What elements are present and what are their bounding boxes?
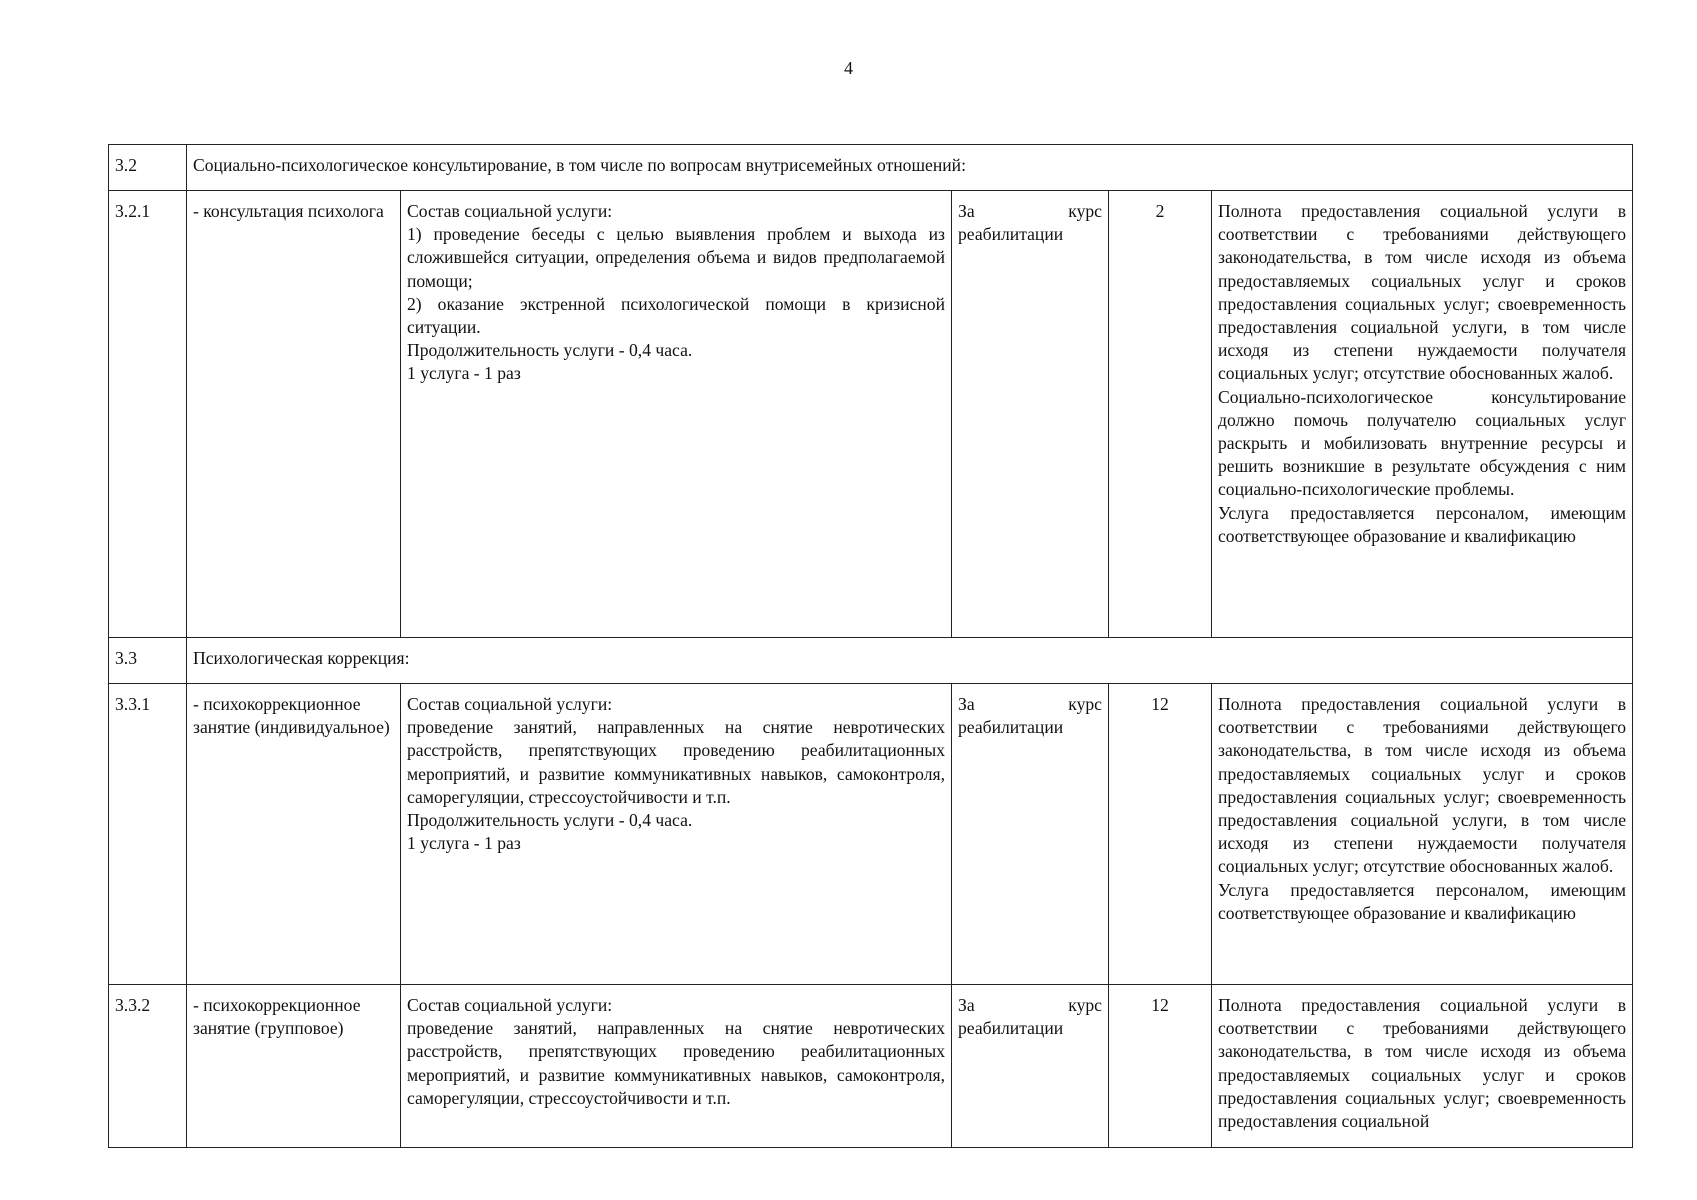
table-row-3-3-2 (109, 985, 1633, 1148)
service-criteria (1212, 191, 1633, 638)
service-count: 2 (1109, 191, 1212, 638)
section-row-3-3 (109, 638, 1633, 684)
content-duration: Продолжительность услуги - 0,4 часа. (407, 810, 693, 831)
criteria-paragraph: Услуга предоставляется персоналом, имеющим соответствующее образование и квалификацию (1218, 879, 1627, 923)
service-period: За курс реабилитации (952, 985, 1109, 1148)
content-frequency: 1 услуга - 1 раз (407, 363, 521, 384)
table-row-3-2-1 (109, 191, 1633, 638)
table-row-3-3-1 (109, 684, 1633, 985)
service-content (401, 684, 952, 985)
service-name: - консультация психолога (187, 191, 401, 638)
content-item: проведение занятий, направленных на снятие невротических расстройств, препятствующих проведению реабилитационных мероприятий, и развитие коммуникативных навыков, самоконтроля, саморегуляции, стрессоустойчивости и т.п. (407, 1018, 945, 1108)
page-number: 4 (844, 58, 853, 78)
services-table (108, 144, 1633, 1148)
content-heading: Состав социальной услуги: (407, 201, 613, 221)
section-title: Психологическая коррекция: (187, 638, 1633, 684)
content-heading: Состав социальной услуги: (407, 694, 613, 714)
row-number: 3.3.1 (109, 684, 187, 985)
section-row-3-2 (109, 145, 1633, 191)
section-title: Социально-психологическое консультирование, в том числе по вопросам внутрисемейных отношений: (187, 145, 1633, 191)
criteria-paragraph: Полнота предоставления социальной услуги в соответствии с требованиями действующего законодательства, в том числе исходя из объема предоставляемых социальных услуг и сроков предоставления социальных услуг; своевременность предоставления социальной услуги, в том числе исходя из степени нуждаемости получателя социальных услуг; отсутствие обоснованных жалоб. (1218, 694, 1627, 877)
service-count: 12 (1109, 684, 1212, 985)
criteria-paragraph: Услуга предоставляется персоналом, имеющим соответствующее образование и квалификацию (1218, 502, 1627, 546)
criteria-paragraph: Полнота предоставления социальной услуги в соответствии с требованиями действующего законодательства, в том числе исходя из объема предоставляемых социальных услуг и сроков предоставления социальных услуг; своевременность предоставления социальной (1218, 995, 1627, 1132)
section-number: 3.2 (109, 145, 187, 191)
content-item: проведение занятий, направленных на снятие невротических расстройств, препятствующих проведению реабилитационных мероприятий, и развитие коммуникативных навыков, самоконтроля, саморегуляции, стрессоустойчивости и т.п. (407, 717, 945, 807)
service-name: - психокоррекционное занятие (групповое) (187, 985, 401, 1148)
content-frequency: 1 услуга - 1 раз (407, 833, 521, 854)
content-heading: Состав социальной услуги: (407, 995, 613, 1015)
service-count: 12 (1109, 985, 1212, 1148)
row-number: 3.2.1 (109, 191, 187, 638)
service-content (401, 985, 952, 1148)
content-item: 2) оказание экстренной психологической помощи в кризисной ситуации. (407, 293, 945, 338)
section-number: 3.3 (109, 638, 187, 684)
row-number: 3.3.2 (109, 985, 187, 1148)
service-period: За курс реабилитации (952, 191, 1109, 638)
service-name: - психокоррекционное занятие (индивидуальное) (187, 684, 401, 985)
criteria-paragraph: Социально-психологическое консультирование должно помочь получателю социальных услуг раскрыть и мобилизовать внутренние ресурсы и решить возникшие в результате обсуждения с ним социально-психологические проблемы. (1218, 386, 1627, 500)
service-period: За курс реабилитации (952, 684, 1109, 985)
content-duration: Продолжительность услуги - 0,4 часа. (407, 340, 693, 361)
service-criteria (1212, 985, 1633, 1148)
service-content (401, 191, 952, 638)
criteria-paragraph: Полнота предоставления социальной услуги в соответствии с требованиями действующего законодательства, в том числе исходя из объема предоставляемых социальных услуг и сроков предоставления социальных услуг; своевременность предоставления социальной услуги, в том числе исходя из степени нуждаемости получателя социальных услуг; отсутствие обоснованных жалоб. (1218, 201, 1627, 384)
content-item: 1) проведение беседы с целью выявления проблем и выхода из сложившейся ситуации, определения объема и видов предполагаемой помощи; (407, 224, 945, 291)
service-criteria (1212, 684, 1633, 985)
